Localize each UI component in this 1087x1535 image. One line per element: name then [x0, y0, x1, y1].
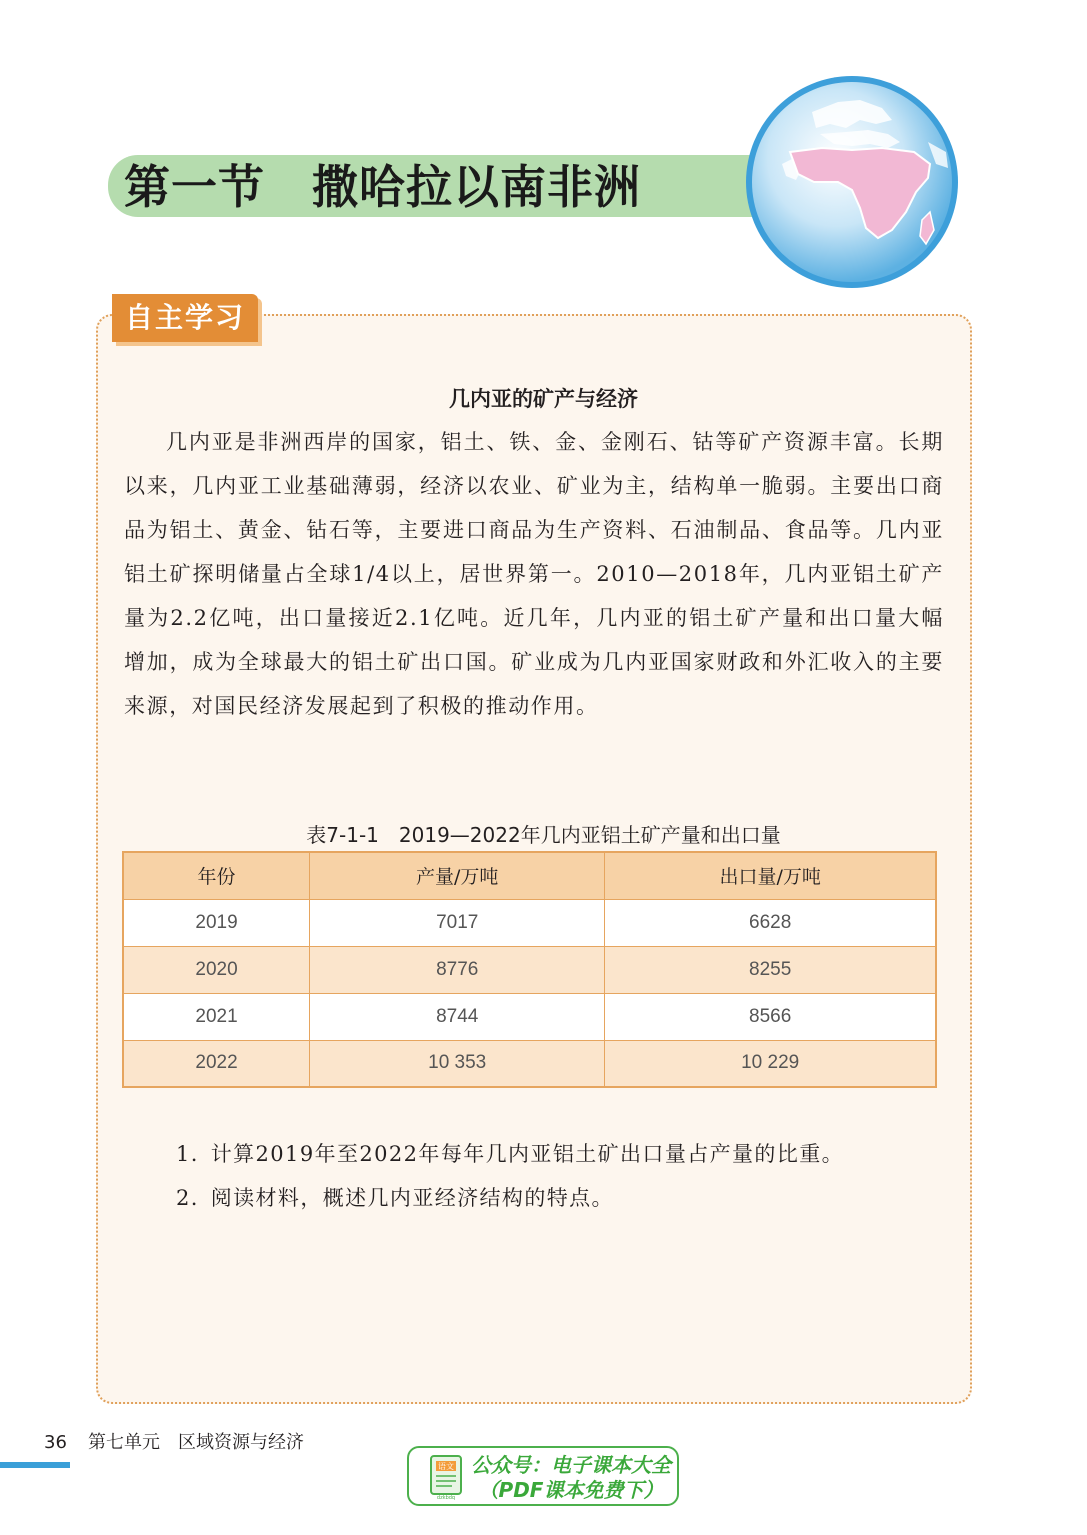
section-title: 第一节 撒哈拉以南非洲 — [124, 160, 641, 214]
header-export: 出口量/万吨 — [605, 852, 936, 899]
header-output: 产量/万吨 — [310, 852, 605, 899]
table-row — [123, 946, 936, 993]
cell-year: 2019 — [123, 899, 310, 946]
table-row — [123, 899, 936, 946]
table-caption: 表7-1-1 2019—2022年几内亚铝土矿产量和出口量 — [306, 823, 781, 847]
article-body: 几内亚是非洲西岸的国家，铝土、铁、金、金刚石、钴等矿产资源丰富。长期以来，几内亚工业基础薄弱，经济以农业、矿业为主，结构单一脆弱。主要出口商品为铝土、黄金、钻石等，主要进口商品为生产资料、石油制品、食品等。几内亚铝土矿探明储量占全球1/4以上，居世界第一。2010—2018年，几内亚铝土矿产量为2.2亿吨，出口量接近2.1亿吨。近几年，几内亚的铝土矿产量和出口量大幅增加，成为全球最大的铝土矿出口国。矿业成为几内亚国家财政和外汇收入的主要来源，对国民经济发展起到了积极的推动作用。 — [124, 430, 944, 718]
cell-export: 10 229 — [605, 1040, 936, 1087]
page-number: 36 — [44, 1432, 67, 1453]
cell-year: 2022 — [123, 1040, 310, 1087]
cell-output: 7017 — [310, 899, 605, 946]
question-item: 1. 计算2019年至2022年每年几内亚铝土矿出口量占产量的比重。 — [176, 1142, 845, 1166]
table-header-row — [123, 852, 936, 899]
table-row — [123, 1040, 936, 1087]
cell-output: 10 353 — [310, 1040, 605, 1087]
cell-export: 6628 — [605, 899, 936, 946]
book-icon-label: 语文 — [438, 1462, 454, 1471]
book-icon-sub: dzkbdq — [436, 1495, 456, 1500]
cell-year: 2021 — [123, 993, 310, 1040]
book-icon — [427, 1454, 467, 1500]
cell-output: 8776 — [310, 946, 605, 993]
question-item: 2. 阅读材料，概述几内亚经济结构的特点。 — [176, 1186, 614, 1210]
bauxite-table — [122, 851, 937, 1088]
cell-export: 8566 — [605, 993, 936, 1040]
globe-africa-icon — [742, 72, 962, 292]
cell-output: 8744 — [310, 993, 605, 1040]
cell-export: 8255 — [605, 946, 936, 993]
watermark-line2: （PDF课本免费下） — [478, 1478, 664, 1502]
footer-accent-bar — [0, 1462, 70, 1468]
cell-year: 2020 — [123, 946, 310, 993]
footer-unit-title: 第七单元 区域资源与经济 — [88, 1432, 304, 1453]
study-tag-label: 自主学习 — [124, 301, 245, 334]
watermark-line1: 公众号：电子课本大全 — [471, 1453, 671, 1477]
table-row — [123, 993, 936, 1040]
watermark-badge — [407, 1446, 679, 1506]
question-list — [176, 1132, 936, 1220]
header-year: 年份 — [123, 852, 310, 899]
article-title: 几内亚的矿产与经济 — [449, 387, 638, 411]
